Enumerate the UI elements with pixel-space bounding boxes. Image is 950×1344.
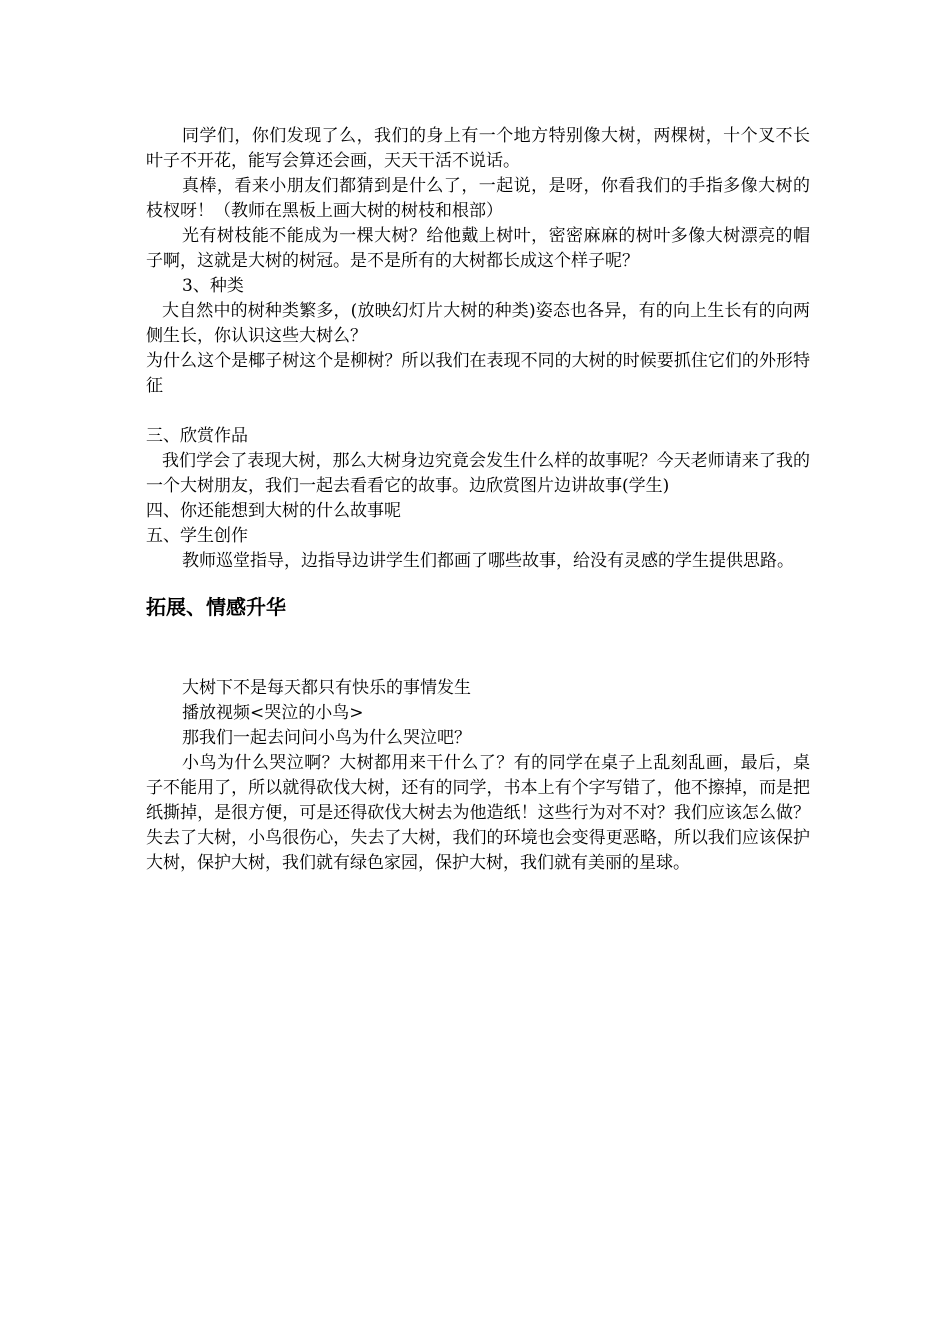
paragraph-finger-branches: 真棒，看来小朋友们都猜到是什么了，一起说，是呀，你看我们的手指多像大树的枝杈呀！（教师在黑板上画大树的树枝和根部） — [146, 176, 810, 221]
paragraph-not-always-happy: 大树下不是每天都只有快乐的事情发生 — [182, 678, 471, 698]
paragraph-tree-types: 大自然中的树种类繁多，(放映幻灯片大树的种类)姿态也各异，有的向上生长有的向两侧生长，你认识这些大树么？ — [146, 301, 810, 346]
section-title-appreciate: 三、欣赏作品 — [146, 426, 248, 446]
section-title-creation: 五、学生创作 — [146, 526, 248, 546]
paragraph-ask-bird: 那我们一起去问问小鸟为什么哭泣吧？ — [182, 728, 471, 748]
document-page — [146, 124, 810, 876]
paragraph-creation: 教师巡堂指导，边指导边讲学生们都画了哪些故事，给没有灵感的学生提供思路。 — [182, 551, 794, 571]
subheading-types: 3、种类 — [182, 276, 244, 296]
paragraph-appreciate: 我们学会了表现大树，那么大树身边究竟会发生什么样的故事呢？今天老师请来了我的一个大树朋友，我们一起去看看它的故事。边欣赏图片边讲故事(学生) — [146, 451, 810, 496]
paragraph-protect-trees: 小鸟为什么哭泣啊？大树都用来干什么了？有的同学在桌子上乱刻乱画，最后，桌子不能用了，所以就得砍伐大树，还有的同学，书本上有个字写错了，他不擦掉，而是把纸撕掉，是很方便，可是还得砍伐大树去为他造纸！这些行为对不对？我们应该怎么做？失去了大树，小鸟很伤心，失去了大树，我们的环境也会变得更恶略，所以我们应该保护大树，保护大树，我们就有绿色家园，保护大树，我们就有美丽的星球。 — [146, 753, 810, 873]
paragraph-play-video: 播放视频<哭泣的小鸟> — [182, 703, 364, 723]
paragraph-tree-crown: 光有树枝能不能成为一棵大树？给他戴上树叶，密密麻麻的树叶多像大树漂亮的帽子啊，这就是大树的树冠。是不是所有的大树都长成这个样子呢？ — [146, 226, 810, 271]
blank-gap — [146, 622, 810, 676]
blank-line — [146, 399, 810, 424]
paragraph-hand-riddle: 同学们，你们发现了么，我们的身上有一个地方特别像大树，两棵树，十个叉不长叶子不开花，能写会算还会画，天天干活不说话。 — [146, 126, 810, 171]
heading-extension: 拓展、情感升华 — [146, 595, 286, 619]
section-title-stories: 四、你还能想到大树的什么故事呢 — [146, 501, 401, 521]
paragraph-shape-features: 为什么这个是椰子树这个是柳树？所以我们在表现不同的大树的时候要抓住它们的外形特征 — [146, 351, 810, 396]
